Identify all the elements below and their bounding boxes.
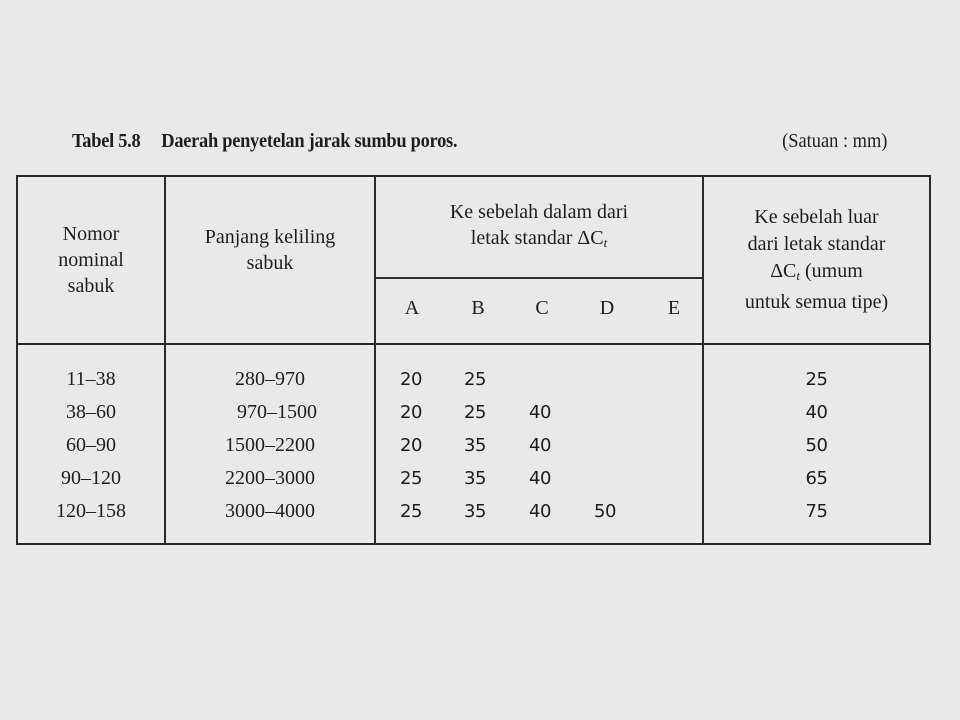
cell-B: 25: [464, 402, 486, 423]
cell-D: [594, 363, 634, 396]
column-luar: [704, 363, 929, 528]
cell-D: 50: [594, 501, 616, 522]
header-inner-group: [376, 177, 702, 277]
subscript: t: [796, 268, 801, 283]
cell-B: 35: [464, 501, 486, 522]
subscript: t: [603, 234, 608, 250]
header-outer: [704, 177, 929, 343]
data-table: [16, 175, 931, 545]
cell-C: 40: [529, 501, 551, 522]
header-text: ΔC: [770, 260, 797, 282]
cell-panjang: 970–1500: [237, 401, 317, 423]
cell-A: 25: [400, 468, 422, 489]
header-text: nominal: [58, 249, 124, 271]
cell-A: 20: [400, 369, 422, 390]
table-caption: [72, 130, 887, 160]
table-title: Daerah penyetelan jarak sumbu poros.: [161, 130, 458, 152]
cell-luar: 75: [805, 501, 828, 522]
header-text: Ke sebelah dalam dari: [449, 200, 629, 223]
column-panjang: [166, 363, 374, 528]
header-nomor: [18, 177, 164, 343]
type-E: E: [667, 297, 681, 319]
cell-nomor: 120–158: [56, 500, 126, 522]
column-A: [400, 363, 440, 528]
table-number: Tabel 5.8: [72, 130, 141, 152]
unit-label: (Satuan : mm): [781, 130, 887, 152]
column-nomor: [18, 363, 164, 528]
header-text: sabuk: [67, 275, 115, 297]
cell-C: [529, 363, 569, 396]
cell-C: 40: [529, 468, 551, 489]
cell-luar: 65: [805, 468, 828, 489]
cell-A: 25: [400, 501, 422, 522]
cell-luar: 25: [805, 369, 828, 390]
cell-E: [659, 429, 699, 462]
cell-B: 25: [464, 369, 486, 390]
header-text: [770, 258, 863, 289]
caption-title: [72, 130, 457, 153]
column-D: [594, 363, 634, 528]
cell-nomor: 38–60: [66, 401, 116, 423]
cell-E: [659, 363, 699, 396]
divider: [374, 277, 704, 279]
cell-luar: 50: [805, 435, 828, 456]
cell-B: 35: [464, 468, 486, 489]
cell-A: 20: [400, 402, 422, 423]
header-text: (umum: [805, 260, 863, 282]
cell-panjang: 3000–4000: [225, 500, 315, 522]
type-B: B: [471, 297, 485, 319]
cell-E: [659, 495, 699, 528]
column-E: [659, 363, 699, 528]
header-text: [471, 225, 607, 256]
cell-D: [594, 462, 634, 495]
cell-A: 20: [400, 435, 422, 456]
cell-C: 40: [529, 402, 551, 423]
cell-D: [594, 429, 634, 462]
header-text: Panjang keliling: [204, 226, 336, 248]
cell-B: 35: [464, 435, 486, 456]
column-B: [464, 363, 504, 528]
cell-panjang: 2200–3000: [225, 467, 315, 489]
type-C: C: [535, 297, 549, 319]
header-text: sabuk: [246, 252, 294, 274]
type-D: D: [599, 297, 615, 319]
cell-nomor: 90–120: [61, 467, 121, 489]
divider: [18, 343, 929, 345]
cell-C: 40: [529, 435, 551, 456]
header-text: dari letak standar: [747, 233, 886, 255]
cell-panjang: 280–970: [235, 368, 305, 390]
cell-E: [659, 462, 699, 495]
cell-nomor: 11–38: [66, 368, 116, 390]
cell-E: [659, 396, 699, 429]
cell-luar: 40: [805, 402, 828, 423]
header-text: untuk semua tipe): [744, 291, 889, 313]
header-text: Nomor: [62, 223, 120, 245]
cell-panjang: 1500–2200: [225, 434, 315, 456]
column-C: [529, 363, 569, 528]
cell-nomor: 60–90: [66, 434, 116, 456]
header-text: Ke sebelah luar: [754, 206, 879, 228]
type-A: A: [404, 297, 420, 319]
cell-D: [594, 396, 634, 429]
header-text: letak standar ΔC: [470, 226, 604, 249]
header-panjang: [166, 177, 374, 343]
